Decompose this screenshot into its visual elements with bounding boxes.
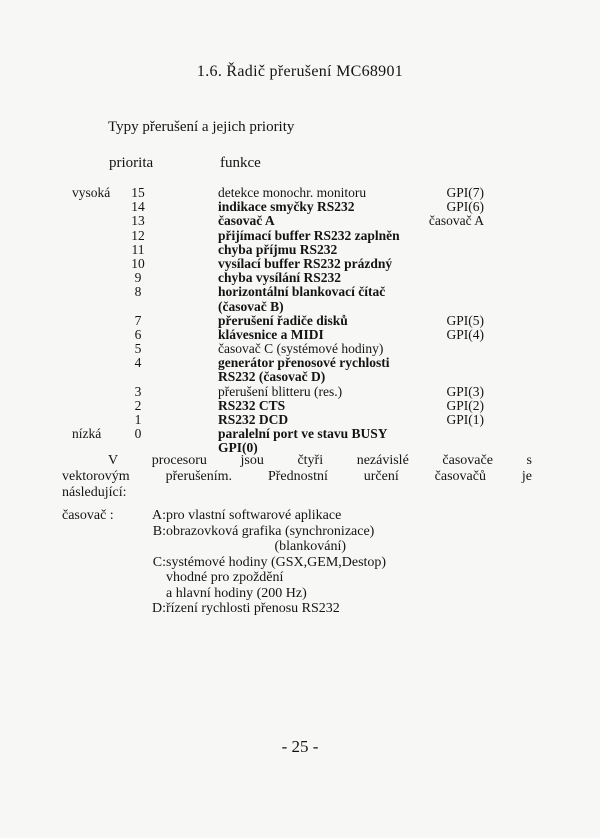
interrupt-function: přijímací buffer RS232 zaplněn — [218, 227, 400, 243]
priority-number: 10 — [131, 255, 145, 271]
priority-number: 2 — [134, 397, 142, 413]
table-row — [0, 356, 600, 370]
paragraph-line-3: následující: — [62, 485, 127, 500]
paragraph-line-1 — [62, 453, 532, 469]
table-row — [0, 285, 600, 299]
page-number: - 25 - — [281, 737, 319, 756]
priority-number: 12 — [131, 227, 145, 243]
paragraph-word: přerušením. — [165, 469, 233, 484]
priority-number: 9 — [134, 270, 142, 286]
interrupt-function: horizontální blankovací čítač — [218, 284, 386, 300]
timer-letter: A: — [152, 508, 166, 523]
gpi-label: časovač A — [428, 213, 484, 229]
table-row — [0, 385, 600, 399]
timer-description: pro vlastní softwarové aplikace — [166, 508, 342, 523]
interrupt-function: přerušení blitteru (res.) — [218, 383, 343, 399]
table-row — [0, 413, 600, 427]
interrupt-function: klávesnice a MIDI — [218, 326, 324, 342]
priority-number: 11 — [131, 241, 145, 257]
priority-number: 0 — [134, 426, 142, 442]
table-caption: Typy přerušení a jejich priority — [108, 119, 295, 135]
table-row — [0, 186, 600, 200]
interrupt-function: RS232 (časovač D) — [218, 369, 326, 385]
gpi-label: GPI(7) — [446, 185, 484, 200]
table-row — [0, 243, 600, 257]
section-heading: 1.6. Řadič přerušení MC68901 — [196, 63, 404, 80]
interrupt-function: generátor přenosové rychlosti — [218, 355, 390, 371]
timer-description: obrazovková grafika (synchronizace) — [166, 523, 375, 539]
table-row — [0, 370, 600, 384]
priority-number: 3 — [134, 383, 142, 399]
interrupt-function: detekce monochr. monitoru — [218, 185, 367, 200]
priority-number: 13 — [131, 213, 145, 229]
interrupt-function: časovač C (systémové hodiny) — [218, 341, 384, 357]
table-row — [0, 257, 600, 271]
priority-number: 8 — [134, 284, 142, 300]
timer-letter: B: — [152, 523, 166, 539]
priority-number: 6 — [134, 326, 142, 342]
priority-level-label: nízká — [72, 426, 102, 442]
timers-paragraph — [62, 453, 532, 501]
interrupt-function: RS232 DCD — [218, 412, 289, 427]
gpi-label: GPI(4) — [446, 326, 484, 342]
interrupt-function: GPI(0) — [218, 440, 258, 456]
table-row — [0, 271, 600, 285]
table-row — [0, 342, 600, 356]
gpi-label: GPI(2) — [446, 397, 484, 413]
gpi-label: GPI(6) — [446, 199, 484, 215]
table-row — [0, 229, 600, 243]
gpi-label: GPI(3) — [446, 383, 484, 399]
interrupt-function: chyba vysílání RS232 — [218, 270, 342, 286]
paragraph-word: určení — [363, 469, 399, 484]
table-row — [0, 200, 600, 214]
timer-description: systémové hodiny (GSX,GEM,Destop) — [166, 554, 387, 570]
gpi-label: GPI(5) — [446, 312, 484, 328]
interrupt-function: chyba příjmu RS232 — [218, 241, 338, 257]
interrupt-function: RS232 CTS — [218, 397, 286, 413]
interrupt-function: indikace smyčky RS232 — [218, 199, 355, 215]
paragraph-line-2 — [62, 469, 532, 485]
paragraph-word: časovačů — [434, 469, 486, 484]
timer-description: vhodné pro zpoždění — [166, 570, 284, 585]
interrupt-function: paralelní port ve stavu BUSY — [218, 426, 388, 442]
priority-number: 5 — [134, 341, 142, 357]
timer-description: řízení rychlosti přenosu RS232 — [166, 601, 340, 616]
table-row — [0, 399, 600, 413]
priority-number: 4 — [134, 355, 142, 371]
timer-letter: C: — [152, 554, 166, 570]
priority-table — [0, 186, 600, 456]
priority-number: 14 — [131, 199, 145, 215]
table-row — [0, 427, 600, 441]
timer-key: časovač : — [62, 508, 114, 523]
table-row — [0, 328, 600, 342]
priority-number: 1 — [134, 412, 142, 427]
paragraph-word: vektorovým — [62, 469, 130, 484]
table-row — [0, 314, 600, 328]
column-header-priority: priorita — [109, 155, 154, 171]
paragraph-word: nezávislé — [356, 453, 409, 468]
paragraph-word: Přednostní — [267, 469, 328, 484]
paragraph-word: časovače — [442, 453, 493, 468]
paragraph-word: procesoru — [151, 453, 207, 468]
column-header-function: funkce — [220, 155, 261, 171]
paragraph-word: čtyři — [297, 453, 324, 468]
priority-number: 7 — [134, 312, 142, 328]
timer-letter: D: — [152, 601, 166, 616]
paragraph-word: jsou — [240, 453, 264, 468]
paragraph-word: je — [521, 469, 532, 484]
interrupt-function: časovač A — [218, 213, 275, 229]
priority-level-label: vysoká — [72, 185, 111, 200]
gpi-label: GPI(1) — [446, 412, 484, 427]
priority-number: 15 — [131, 185, 145, 200]
table-row — [0, 300, 600, 314]
paragraph-word: s — [526, 453, 532, 468]
table-row — [0, 214, 600, 228]
paragraph-word: V — [108, 453, 119, 468]
timer-description: (blankování) — [166, 539, 347, 554]
interrupt-function: (časovač B) — [218, 298, 284, 314]
interrupt-function: přerušení řadiče disků — [218, 312, 348, 328]
timer-description: a hlavní hodiny (200 Hz) — [166, 585, 307, 601]
interrupt-function: vysílací buffer RS232 prázdný — [218, 255, 393, 271]
